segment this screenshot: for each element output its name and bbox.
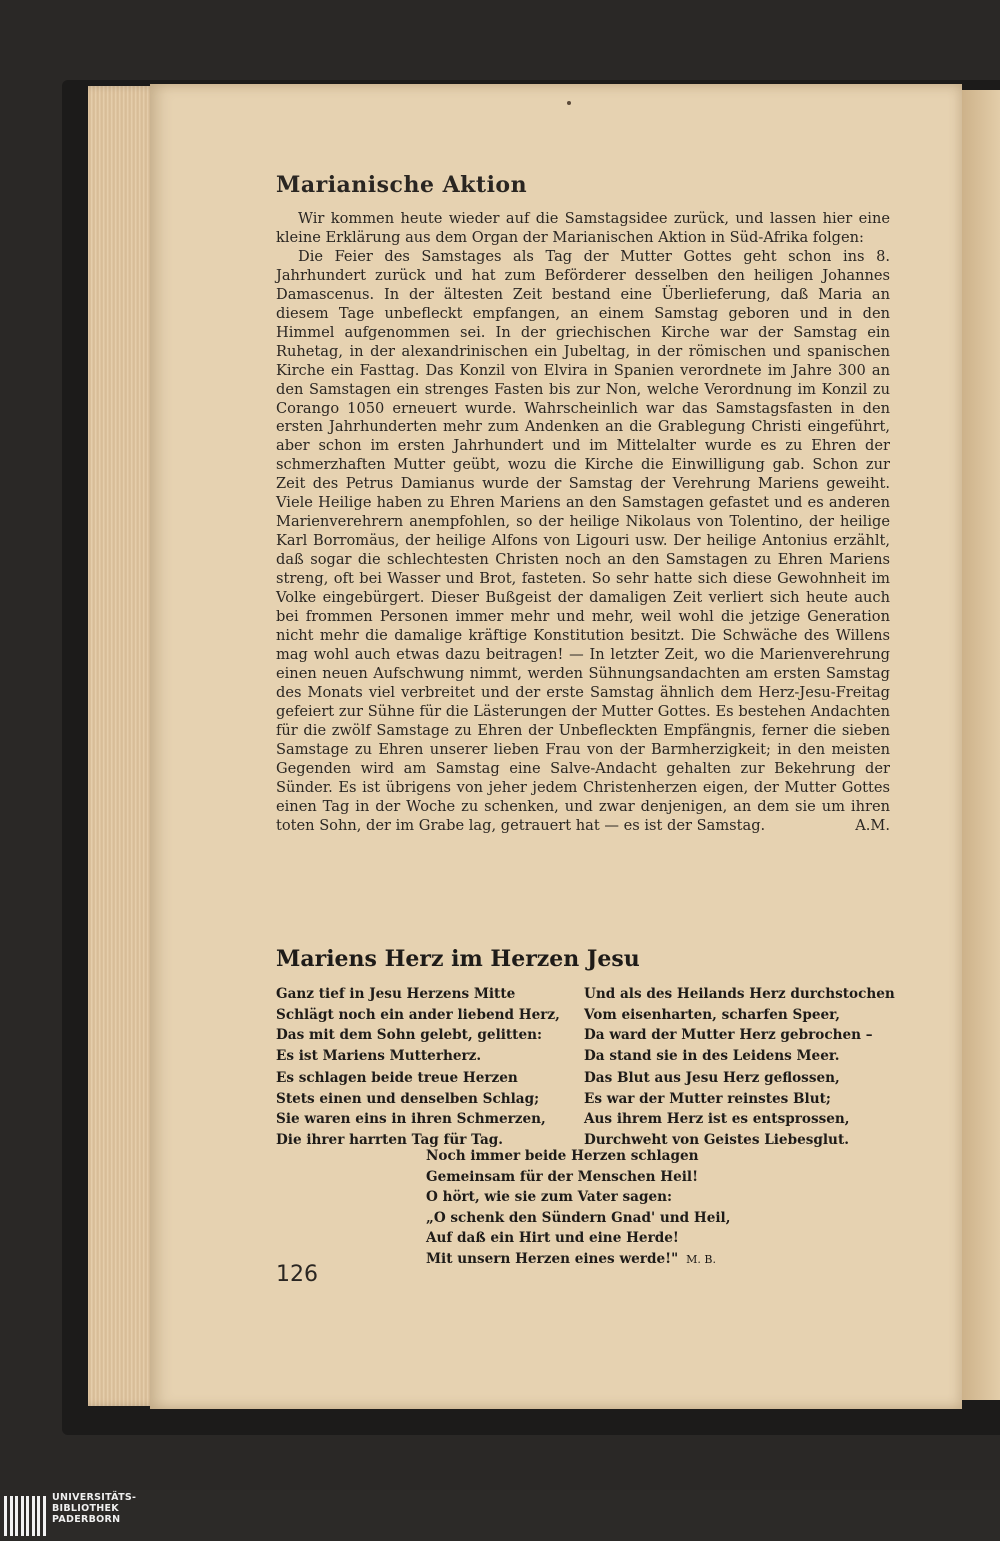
article-body [276,210,890,835]
poem-line: Da ward der Mutter Herz gebrochen – [584,1027,873,1044]
library-name [52,1492,136,1525]
poem-line: O hört, wie sie zum Vater sagen: [426,1189,673,1206]
poem-line: „O schenk den Sündern Gnad' und Heil, [426,1209,731,1226]
article-paragraph-text: Die Feier des Samstages als Tag der Mutter Gottes geht schon ins 8. Jahrhundert zurück und hat zum Beförderer desselben den heiligen Johannes Damascenus. In der ältesten Zeit bestand eine Überlieferung, daß Maria an diesem Tage unbefleckt empfangen, an einem Samstag geboren und in den Himmel aufgenommen sei. In der griechischen Kirche war der Samstag ein Ruhetag, in der alexandrinischen ein Jubeltag, in der römischen und spanischen Kirche ein Fasttag. Das Konzil von Elvira in Spanien verordnete im Jahre 300 an den Samstagen ein strenges Fasten bis zur Non, welche Verordnung im Konzil zu Corango 1050 erneuert wurde. Wahrscheinlich war das Samstagsfasten in den ersten Jahrhunderten mehr zum Andenken an die Grablegung Christi eingeführt, aber schon im ersten Jahrhundert und im Mittelalter wurde es zu Ehren der schmerzhaften Mutter geübt, wozu die Kirche die Einwilligung gab. Schon zur Zeit des Petrus Damianus wurde der Samstag der Verehrung Mariens geweiht. Viele Heilige haben zu Ehren Mariens an den Samstagen gefastet und es anderen Marienverehrern anempfohlen, so der heilige Nikolaus von Tolentino, der heilige Karl Borromäus, der heilige Alfons von Ligouri usw. Der heilige Antonius erzählt, daß sogar die schlechtesten Christen noch an den Samstagen zu Ehren Mariens streng, oft bei Wasser und Brot, fasteten. So sehr hatte sich diese Gewohnheit im Volke eingebürgert. Dieser Bußgeist der damaligen Zeit verliert sich heute auch bei frommen Personen immer mehr und mehr, weil wohl die jetzige Generation nicht mehr die damalige kräftige Konstitution besitzt. Die Schwäche des Willens mag wohl auch etwas dazu beitragen! — In letzter Zeit, wo die Marienverehrung einen neuen Aufschwung nimmt, werden Sühnungsandachten am ersten Samstag des Monats viel verbreitet und der erste Samstag ähnlich dem Herz-Jesu-Freitag gefeiert zur Sühne für die Lästerungen der Mutter Gottes. Es bestehen Andachten für die zwölf Samstage zu Ehren der Unbefleckten Empfängnis, ferner die sieben Samstage zu Ehren unserer lieben Frau von der Barmherzigkeit; in den meisten Gegenden wird am Samstag eine Salve-Andacht gehalten zur Bekehrung der Sünder. Es ist übrigens von jeher jedem Christenherzen eigen, der Mutter Gottes einen Tag in der Woche zu schenken, und zwar denjenigen, an dem sie um ihren toten Sohn, der im Grabe lag, getrauert hat — es ist der Samstag. [276,247,890,834]
next-page-edge [962,90,1000,1400]
library-footer [0,1490,1000,1541]
poem-title: Mariens Herz im Herzen Jesu [276,946,640,972]
poem-line: Schlägt noch ein ander liebend Herz, [276,1006,560,1023]
poem-line: Es schlagen beide treue Herzen [276,1070,518,1086]
poem-line-last [426,1249,730,1270]
library-name-line: UNIVERSITÄTS- [52,1492,137,1503]
poem-stanza [276,1068,546,1150]
article [276,170,890,835]
poem-line: Da stand sie in des Leidens Meer. [584,1047,840,1064]
poem-stanza [426,1146,730,1270]
library-name-line: PADERBORN [52,1514,121,1525]
poem-line: Aus ihrem Herz ist es entsprossen, [584,1111,850,1128]
article-title: Marianische Aktion [276,172,528,198]
poem-line: Es ist Mariens Mutterherz. [276,1047,482,1064]
article-paragraph [276,248,890,836]
library-name-line: BIBLIOTHEK [52,1503,119,1514]
poem-stanza [276,984,560,1066]
article-paragraph: Wir kommen heute wieder auf die Samstagsidee zurück, und lassen hier eine kleine Erklärung aus dem Organ der Marianischen Aktion in Süd-Afrika folgen: [276,210,890,246]
poem-line: Und als des Heilands Herz durchstochen [584,986,895,1002]
poem-initials: M. B. [686,1252,716,1266]
poem-line: Auf daß ein Hirt und eine Herde! [426,1230,679,1247]
page-number: 126 [276,1262,318,1287]
poem-line: Das Blut aus Jesu Herz geflossen, [584,1070,840,1086]
poem-line: Das mit dem Sohn gelebt, gelitten: [276,1027,543,1044]
poem-line: Durchweht von Geistes Liebesglut. [584,1131,849,1148]
poem-line: Stets einen und denselben Schlag; [276,1090,540,1107]
poem-line: Mit unsern Herzen eines werde!" [426,1250,679,1267]
poem-line: Gemeinsam für der Menschen Heil! [426,1168,699,1185]
library-logo-icon [4,1496,48,1536]
poem-stanza [584,984,895,1066]
poem-line: Noch immer beide Herzen schlagen [426,1148,699,1164]
poem-line: Ganz tief in Jesu Herzens Mitte [276,986,516,1002]
poem-line: Vom eisenharten, scharfen Speer, [584,1006,841,1023]
page-speck [567,101,571,105]
poem-line: Es war der Mutter reinstes Blut; [584,1090,831,1107]
poem-line: Sie waren eins in ihren Schmerzen, [276,1111,546,1128]
article-signature: A.M. [855,816,890,834]
poem-stanza [584,1068,850,1150]
poem-line: Die ihrer harrten Tag für Tag. [276,1131,503,1148]
